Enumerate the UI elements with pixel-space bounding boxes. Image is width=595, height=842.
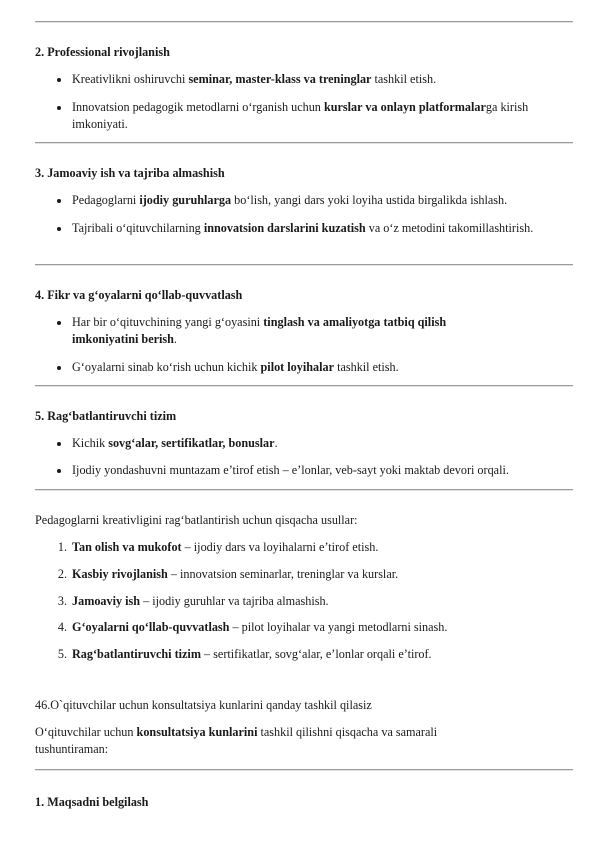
answer-text: O‘qituvchilar uchun konsultatsiya kunlarini tashkil qilishni qisqacha va samarali [35,725,438,739]
bullet-icon [57,442,61,446]
answer-text-continued: tushuntiraman: [35,742,109,756]
summary-intro: Pedagoglarni kreativligini rag‘batlantirish uchun qisqacha usullar: [35,513,358,527]
bullet-icon [57,321,61,325]
horizontal-rule [35,769,573,771]
horizontal-rule [35,142,573,144]
list-item: Pedagoglarni ijodiy guruhlarga bo‘lish, yangi dars yoki loyiha ustida birgalikda ishlash. [72,193,508,207]
list-number: 2. [57,567,67,581]
list-item: Innovatsion pedagogik metodlarni o‘rganish uchun kurslar va onlayn platformalarga kirish imkoniyati. [72,100,529,131]
section-heading: 4. Fikr va g‘oyalarni qo‘llab-quvvatlash [35,288,243,302]
bullet-icon [57,469,61,473]
list-item: Rag‘batlantiruvchi tizim – sertifikatlar, sovg‘alar, e’lonlar orqali e’tirof. [72,647,432,661]
horizontal-rule [35,489,573,491]
list-item: Kichik sovg‘alar, sertifikatlar, bonuslar. [72,436,278,450]
list-item: Har bir o‘qituvchining yangi g‘oyasini tinglash va amaliyotga tatbiq qilish imkoniyatini berish. [72,315,447,346]
horizontal-rule [35,264,573,266]
list-number: 1. [57,540,67,554]
section-heading: 3. Jamoaviy ish va tajriba almashish [35,166,225,180]
list-number: 5. [57,647,67,661]
list-item: G‘oyalarni sinab ko‘rish uchun kichik pilot loyihalar tashkil etish. [72,360,399,374]
bullet-icon [57,78,61,82]
horizontal-rule [35,385,573,387]
list-number: 3. [57,594,67,608]
section-heading: 5. Rag‘batlantiruvchi tizim [35,409,177,423]
list-item: Ijodiy yondashuvni muntazam e’tirof etish – e’lonlar, veb-sayt yoki maktab devori orqali. [72,463,509,477]
list-item: Tajribali o‘qituvchilarning innovatsion darslarini kuzatish va o‘z metodini takomillashtirish. [72,221,534,235]
bullet-icon [57,199,61,203]
list-item: Tan olish va mukofot – ijodiy dars va loyihalarni e’tirof etish. [72,540,379,554]
list-item: Kreativlikni oshiruvchi seminar, master-klass va treninglar tashkil etish. [72,72,437,86]
list-item: Kasbiy rivojlanish – innovatsion seminarlar, treninglar va kurslar. [72,567,399,581]
section-heading: 1. Maqsadni belgilash [35,795,149,809]
list-number: 4. [57,620,67,634]
list-item: G‘oyalarni qo‘llab-quvvatlash – pilot loyihalar va yangi metodlarni sinash. [72,620,448,634]
bullet-icon [57,227,61,231]
section-heading: 2. Professional rivojlanish [35,45,170,59]
bullet-icon [57,366,61,370]
list-item: Jamoaviy ish – ijodiy guruhlar va tajriba almashish. [72,594,329,608]
horizontal-rule [35,21,573,23]
question-title: 46.O`qituvchilar uchun konsultatsiya kunlarini qanday tashkil qilasiz [35,698,372,712]
bullet-icon [57,106,61,110]
